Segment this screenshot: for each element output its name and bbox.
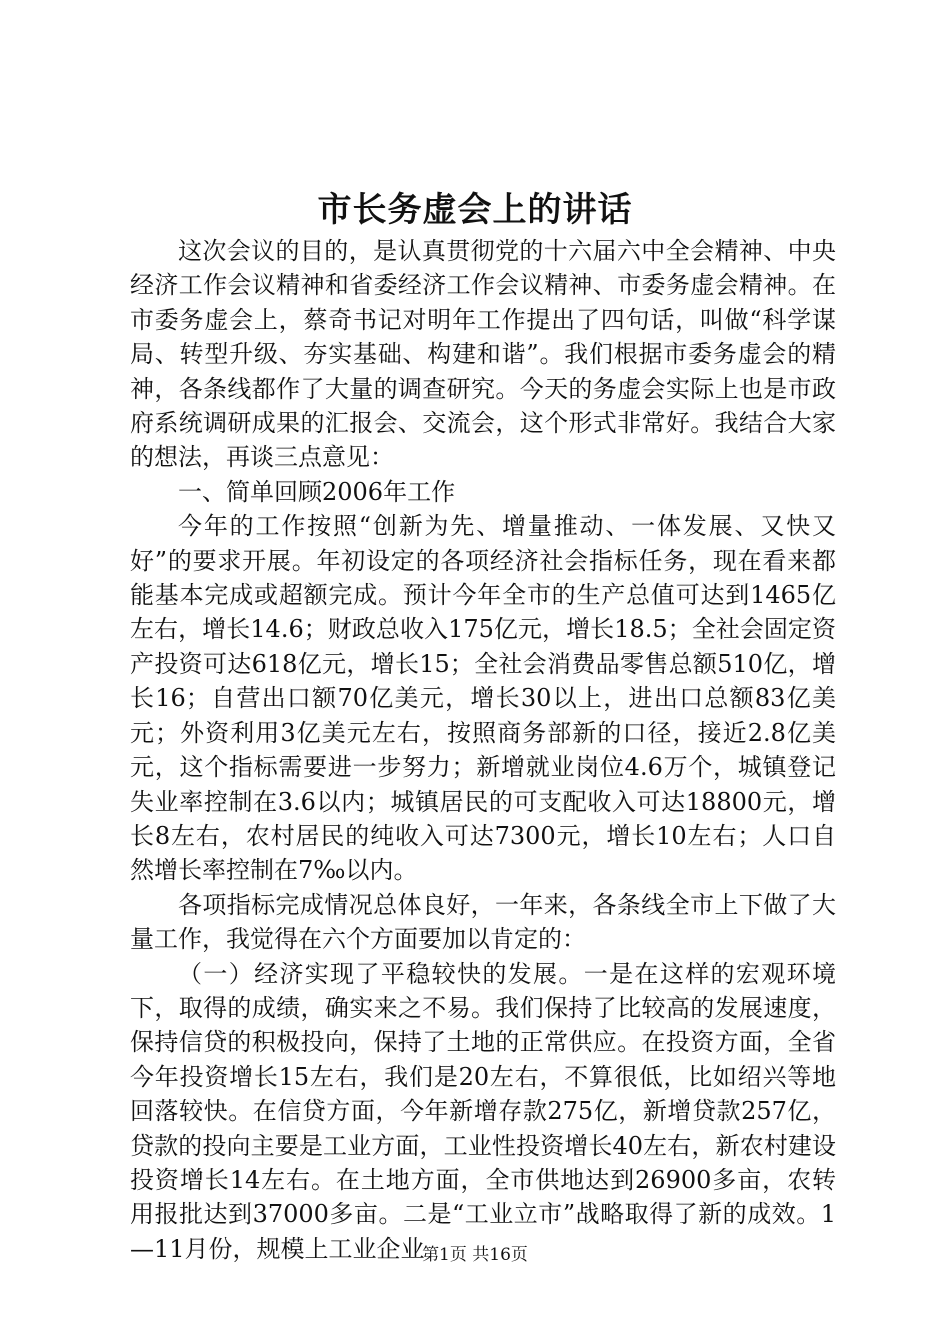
document-title: 市长务虚会上的讲话: [317, 190, 633, 230]
paragraph: 这次会议的目的，是认真贯彻党的十六届六中全会精神、中央经济工作会议精神和省委经济工作会议精神、市委务虚会精神。在市委务虚会上，蔡奇书记对明年工作提出了四句话，叫做“科学谋局、转型升级、夯实基础、构建和谐”。我们根据市委务虚会的精神，各条线都作了大量的调查研究。今天的务虚会实际上也是市政府系统调研成果的汇报会、交流会，这个形式非常好。我结合大家的想法，再谈三点意见：: [130, 237, 836, 472]
document-body: [130, 234, 836, 1266]
paragraph: 今年的工作按照“创新为先、增量推动、一体发展、又快又好”的要求开展。年初设定的各项经济社会指标任务，现在看来都能基本完成或超额完成。预计今年全市的生产总值可达到1465亿左右，增长14.6；财政总收入175亿元，增长18.5；全社会固定资产投资可达618亿元，增长15；全社会消费品零售总额510亿，增长16；自营出口额70亿美元，增长30以上，进出口总额83亿美元；外资利用3亿美元左右，按照商务部新的口径，接近2.8亿美元，这个指标需要进一步努力；新增就业岗位4.6万个，城镇登记失业率控制在3.6以内；城镇居民的可支配收入可达18800元，增长8左右，农村居民的纯收入可达7300元，增长10左右；人口自然增长率控制在7‰以内。: [130, 512, 836, 885]
section-heading: 一、简单回顾2006年工作: [178, 477, 456, 506]
paragraph: （一）经济实现了平稳较快的发展。一是在这样的宏观环境下，取得的成绩，确实来之不易。我们保持了比较高的发展速度，保持信贷的积极投向，保持了土地的正常供应。在投资方面，全省今年投资增长15左右，我们是20左右，不算很低，比如绍兴等地回落较快。在信贷方面，今年新增存款275亿，新增贷款257亿，贷款的投向主要是工业方面，工业性投资增长40左右，新农村建设投资增长14左右。在土地方面，全市供地达到26900多亩，农转用报批达到37000多亩。二是“工业立市”战略取得了新的成效。1—11月份，规模上工业企业: [130, 959, 836, 1263]
paragraph: 各项指标完成情况总体良好，一年来，各条线全市上下做了大量工作，我觉得在六个方面要加以肯定的：: [130, 890, 836, 954]
page-number: 第1页 共16页: [422, 1245, 528, 1265]
